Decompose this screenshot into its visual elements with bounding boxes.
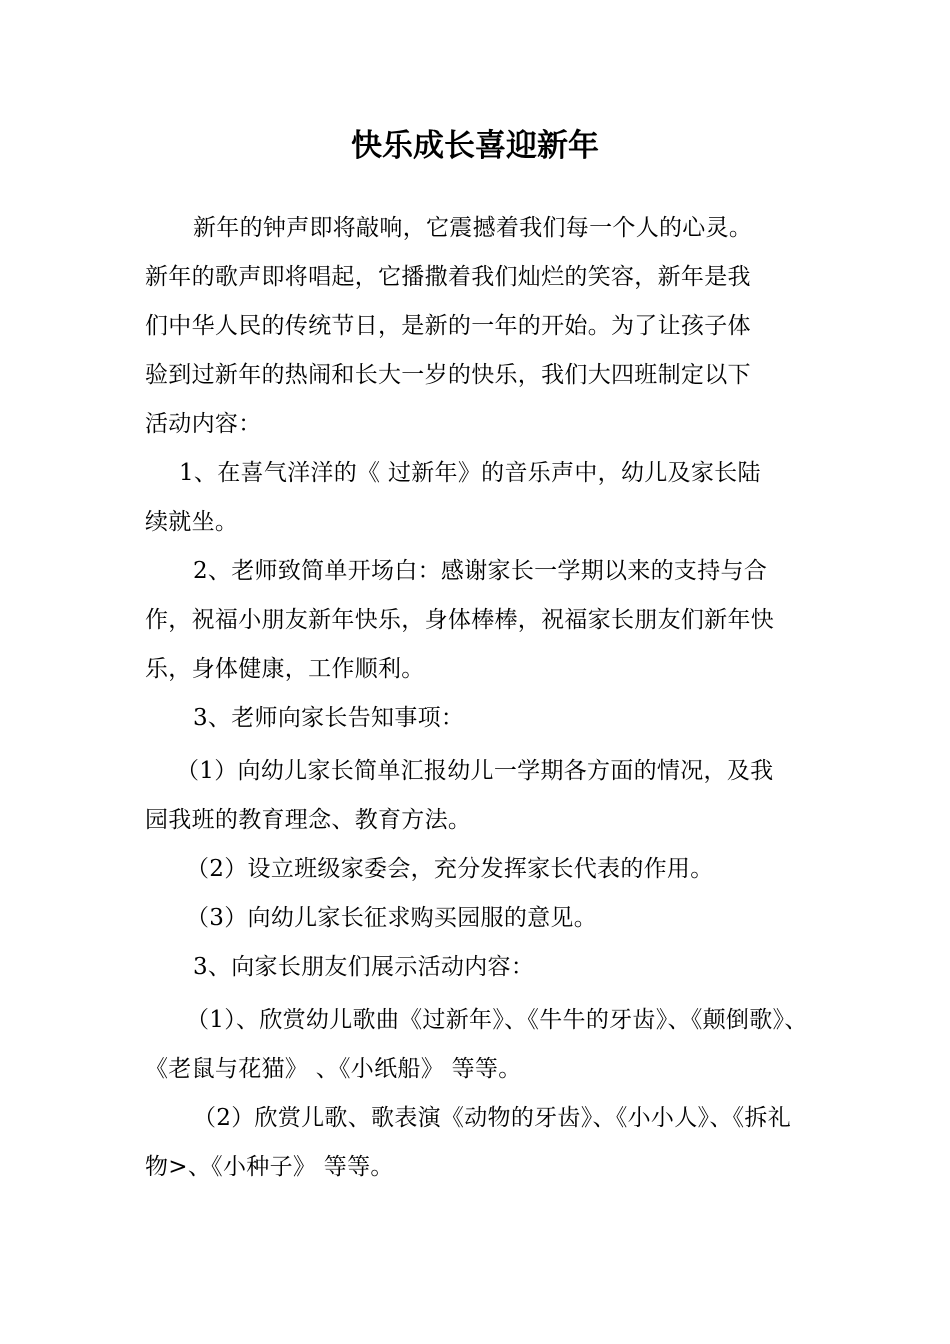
- paragraph-line: 作，祝福小朋友新年快乐，身体棒棒，祝福家长朋友们新年快: [145, 607, 775, 633]
- paragraph-line: 3、老师向家长告知事项：: [193, 705, 465, 731]
- paragraph-line: （2）设立班级家委会，充分发挥家长代表的作用。: [186, 856, 714, 882]
- paragraph-line: （1）、欣赏幼儿歌曲《过新年》、《牛牛的牙齿》、《颠倒歌》、: [186, 1007, 808, 1033]
- paragraph-line: 新年的钟声即将敲响，它震撼着我们每一个人的心灵。: [193, 215, 753, 241]
- paragraph-line: 物>、《小种子》 等等。: [145, 1154, 394, 1180]
- document-title: 快乐成长喜迎新年: [351, 128, 599, 164]
- paragraph-line: 续就坐。: [145, 509, 239, 535]
- paragraph-line: 2、老师致简单开场白：感谢家长一学期以来的支持与合: [193, 558, 768, 584]
- paragraph-line: 1、在喜气洋洋的《 过新年》的音乐声中，幼儿及家长陆: [179, 460, 761, 486]
- paragraph-line: 活动内容：: [145, 411, 262, 437]
- paragraph-line: 新年的歌声即将唱起，它播撒着我们灿烂的笑容，新年是我: [145, 264, 751, 290]
- paragraph-line: 《老鼠与花猫》 、《小纸船》 等等。: [145, 1056, 522, 1082]
- paragraph-line: 验到过新年的热闹和长大一岁的快乐，我们大四班制定以下: [145, 362, 751, 388]
- paragraph-line: 们中华人民的传统节日，是新的一年的开始。为了让孩子体: [145, 313, 751, 339]
- paragraph-line: 乐，身体健康，工作顺利。: [145, 656, 425, 682]
- paragraph-line: （2）欣赏儿歌、歌表演《动物的牙齿》、《小小人》、《拆礼: [193, 1105, 792, 1131]
- paragraph-line: 园我班的教育理念、教育方法。: [145, 807, 472, 833]
- paragraph-line: 3、向家长朋友们展示活动内容：: [193, 954, 535, 980]
- paragraph-line: （1）向幼儿家长简单汇报幼儿一学期各方面的情况，及我: [176, 758, 774, 784]
- paragraph-line: （3）向幼儿家长征求购买园服的意见。: [186, 905, 598, 931]
